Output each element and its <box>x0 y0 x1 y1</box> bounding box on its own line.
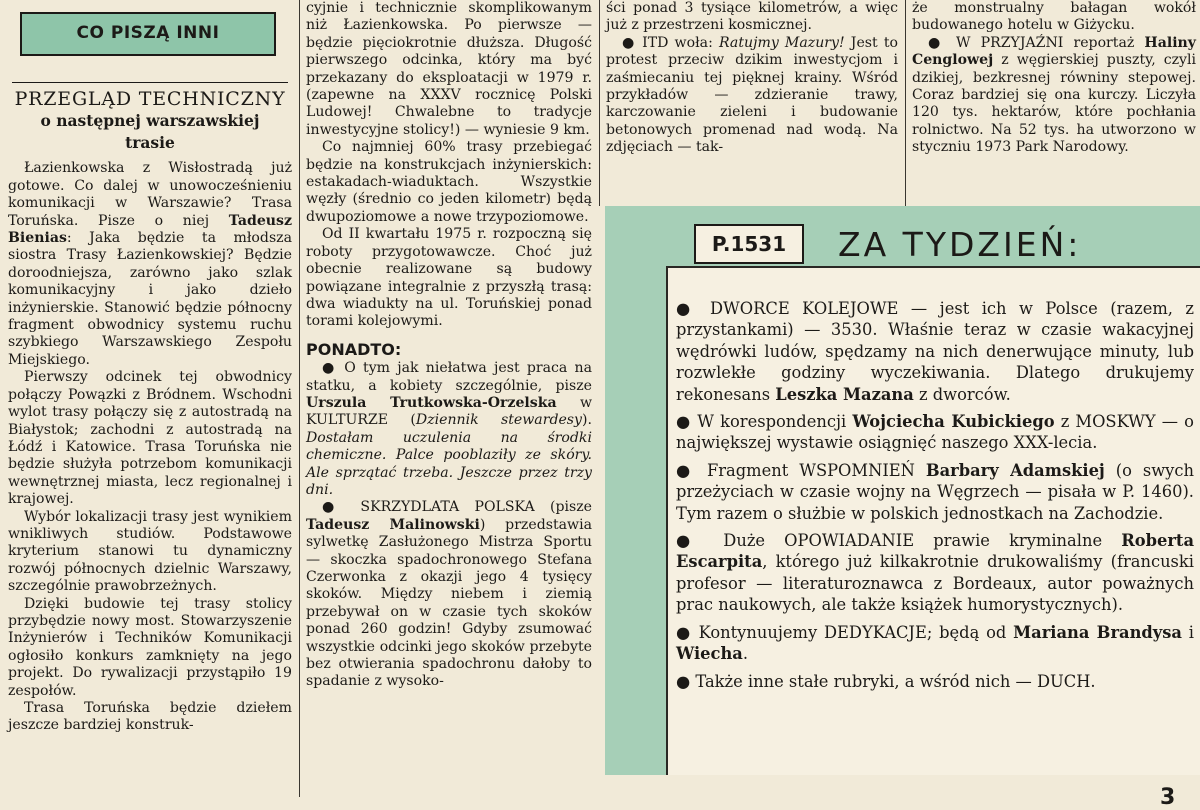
issue-code-box: P.1531 <box>694 224 804 264</box>
section-heading: PONADTO: <box>306 339 402 359</box>
news-item: ● O tym jak niełatwa jest praca na statku, a kobiety szczególnie, pisze Urszula Trutkowska-Orzelska w KULTURZE (Dziennik stewardesy). Dostałam uczulenia na środki chemiczne. Palce pooblaziły ze skóry. Ale sprzątać trzeba. Jeszcze przez trzy dni. <box>306 360 593 498</box>
column-rule <box>299 0 300 797</box>
news-item: ści ponad 3 tysiące kilometrów, a więc już z przestrzeni kosmicznej. <box>606 0 898 34</box>
author-name: Tadeusz Malinowski <box>306 516 480 533</box>
column-3 <box>606 0 898 157</box>
next-week-list <box>676 298 1194 698</box>
author-name: Urszula Trutkowska-Orzelska <box>306 394 557 411</box>
column-rule <box>905 0 906 206</box>
news-item: ● ITD woła: Ratujmy Mazury! Jest to protest przeciw dzikim inwestycjom i zaśmiecaniu tej pięknej krainy. Wśród przykładów — zdzieranie trawy, karczowanie zieleni i budowanie betonowych promenad nad wodą. Na zdjęciach — tak- <box>606 34 898 156</box>
article-paragraph: cyjnie i technicznie skomplikowanym niż Łazienkowska. Po pierwsze — będzie pięciokrotnie dłuższa. Długość pierwszego odcinka, który ma być przekazany do eksploatacji w 1979 r. (zapewne na XXXV rocznicę Polski Ludowej! Chwalebne to tradycje inwestycyjne stolicy!) — wyniesie 9 km. <box>306 0 592 138</box>
quote: Dostałam uczulenia na środki chemiczne. Palce pooblaziły ze skóry. Ale sprzątać trzeba. Jeszcze przez trzy dni. <box>306 429 592 498</box>
news-item: że monstrualny bałagan wokół budowanego hotelu w Giżycku. <box>912 0 1196 34</box>
article-paragraph: Wybór lokalizacji trasy jest wynikiem wnikliwych studiów. Podstawowe kryterium stanowi tu dynamiczny rozwój północnych dzielnic Warszawy, szczególnie prawobrzeżnych. <box>8 508 292 595</box>
article-headline: PRZEGLĄD TECHNICZNY <box>14 88 286 110</box>
column-4 <box>912 0 1196 157</box>
list-item: ● W korespondencji Wojciecha Kubickiego z MOSKWY — o największej wystawie osiągnięć naszego XXX-lecia. <box>676 412 1194 453</box>
article-paragraph: Trasa Toruńska będzie dziełem jeszcze bardziej konstruk- <box>8 700 292 734</box>
article-paragraph: Pierwszy odcinek tej obwodnicy połączy Powązki z Bródnem. Wschodni wylot trasy połączy się z autostradą na Białystok; zachodni z autostradą na Łódź i Katowice. Trasa Toruńska nie będzie służyła potrzebom komunikacji wewnętrznej miasta, lecz regionalnej i krajowej. <box>8 369 292 508</box>
list-item: ● Kontynuujemy DEDYKACJE; będą od Mariana Brandysa i Wiecha. <box>676 622 1194 664</box>
author-name: Leszka Mazana <box>775 384 914 404</box>
column-1 <box>8 0 292 735</box>
article-paragraph: Co najmniej 60% trasy przebiegać będzie na konstrukcjach inżynierskich: estakadach-wiaduktach. Wszystkie węzły (średnio co jeden kilometr) będą dwupoziomowe a nowe trzypoziomowe. <box>306 139 592 225</box>
column-rule <box>599 0 600 206</box>
author-name: Wojciecha Kubickiego <box>852 412 1055 432</box>
author-name: Wiecha <box>676 644 743 664</box>
news-item: ● W PRZYJAŹNI reportaż Haliny Cenglowej z węgierskiej puszty, czyli dzikiej, bezkresnej równiny stepowej. Coraz bardziej się ona kurczy. Liczyła 120 tys. hektarów, które pochłania rolnictwo. Na 52 tys. ha utworzono w styczniu 1973 Park Narodowy. <box>912 34 1196 156</box>
divider <box>12 82 288 83</box>
publication-title: Dziennik stewardesy <box>415 412 582 429</box>
next-week-title: ZA TYDZIEŃ: <box>838 224 1082 264</box>
author-name: Roberta Escarpita <box>676 531 1194 572</box>
author-name: Haliny Cenglowej <box>912 34 1196 69</box>
list-item: ● Duże OPOWIADANIE prawie kryminalne Roberta Escarpita, którego już kilkakrotnie drukowaliśmy (francuski profesor — literaturoznawca z Bordeaux, autor poważnych prac naukowych, ale także książek humorystycznych). <box>676 531 1194 615</box>
article-paragraph: Od II kwartału 1975 r. rozpoczną się roboty przygotowawcze. Choć już obecnie realizowane są budowy powiązane integralnie z przyszłą trasą: dwa wiadukty na ul. Toruńskiej ponad torami kolejowymi. <box>306 226 592 330</box>
article-subheading: o następnej warszawskiej trasie <box>40 111 260 153</box>
author-name: Mariana Brandysa <box>1013 622 1182 642</box>
article-paragraph: Dzięki budowie tej trasy stolicy przybędzie nowy most. Stowarzyszenie Inżynierów i Techników Komunikacji ogłosiło konkurs zamknięty na jego projekt. Do rywalizacji przystąpiło 19 zespołów. <box>8 595 292 699</box>
publication-title: Ratujmy Mazury! <box>719 34 845 51</box>
page-number: 3 <box>1160 785 1176 810</box>
list-item: ● Fragment WSPOMNIEŃ Barbary Adamskiej (o swych przeżyciach w czasie wojny na Węgrzech — pisała w P. 1460). Tym razem o służbie w polskich jednostkach na Zachodzie. <box>676 460 1194 523</box>
article-paragraph: Łazienkowska z Wisłostradą już gotowe. Co dalej w unowocześnieniu komunikacji w Warszawie? Trasa Toruńska. Pisze o niej Tadeusz Bienias: Jaka będzie ta młodsza siostra Trasy Łazienkowskiej? Będzie doroodniejsza, zarówno jako szlak komunikacyjny i jako dzieło inżynierskie. Stanowić będzie północny fragment obwodnicy systemu ruchu szybkiego Warszawskiego Zespołu Miejskiego. <box>8 160 292 368</box>
author-name: Tadeusz Bienias <box>8 212 292 247</box>
section-box-heading: CO PISZĄ INNI <box>20 12 276 56</box>
news-item: ● SKRZYDLATA POLSKA (pisze Tadeusz Malinowski) przedstawia sylwetkę Zasłużonego Mistrza Sportu — skoczka spadochronowego Stefana Czerwonka z okazji jego 4 tysięcy skoków. Między niebem i ziemią przebywał on w czasie tych skoków ponad 260 godzin! Gdyby zsumować wszystkie odcinki jego skoków przebyte bez otwierania spadochronu dałoby to spadanie z wysoko- <box>306 499 592 690</box>
column-2 <box>306 0 592 691</box>
list-item: ● DWORCE KOLEJOWE — jest ich w Polsce (razem, z przystankami) — 3530. Właśnie teraz w czasie wakacyjnej wędrówki ludów, spędzamy na nich denerwujące minuty, lub rozwlekłe godziny wyczekiwania. Dlatego drukujemy rekonesans Leszka Mazana z dworców. <box>676 299 1194 404</box>
author-name: Barbary Adamskiej <box>925 460 1105 480</box>
list-item: ● Także inne stałe rubryki, a wśród nich — DUCH. <box>676 671 1096 691</box>
